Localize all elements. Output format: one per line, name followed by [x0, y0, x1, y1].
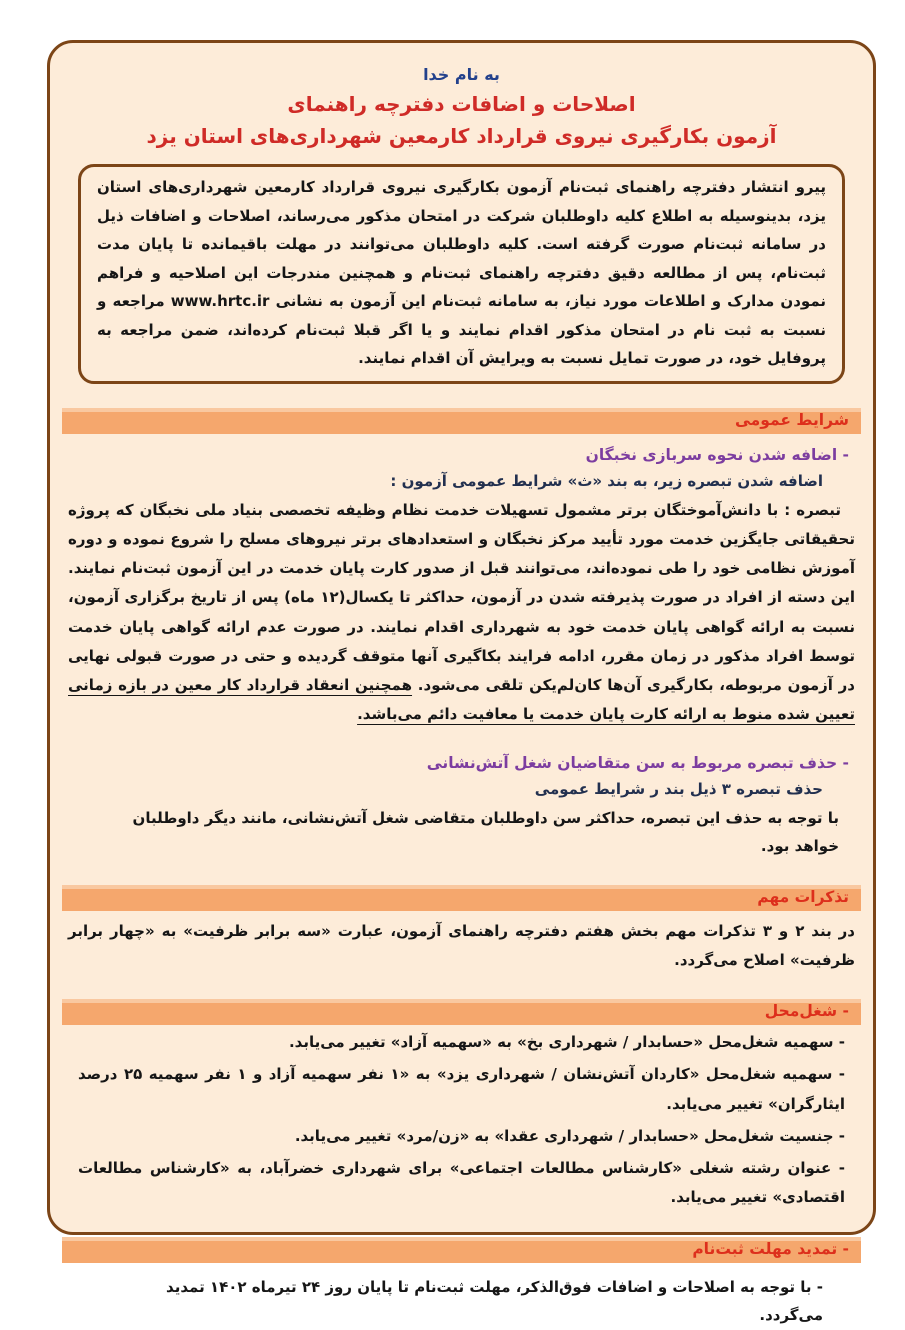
intro-notice-box	[78, 164, 845, 384]
clause-intro-elite: اضافه شدن تبصره زیر، به بند «ث» شرایط عمومی آزمون :	[390, 471, 823, 490]
job-location-item: - سهمیه شغل‌محل «کاردان آتش‌نشان / شهرداری یزد» به «۱ نفر سهمیه آزاد و ۱ نفر سهمیه ۲۵ درصد ایثارگران» تغییر می‌یابد.	[78, 1065, 845, 1113]
subheading-elite-military-service: - اضافه شدن نحوه سربازی نخبگان	[585, 445, 849, 464]
intro-paragraph	[97, 173, 826, 373]
elite-note-paragraph	[68, 496, 855, 730]
section-bar-important-notes	[62, 885, 861, 911]
job-location-item: - عنوان رشته شغلی «کارشناس مطالعات اجتماعی» برای شهرداری خضرآباد، به «کارشناس مطالعات اقتصادی» تغییر می‌یابد.	[78, 1159, 845, 1207]
registration-extension-note: - با توجه به اصلاحات و اضافات فوق‌الذکر، مهلت ثبت‌نام تا پایان روز ۲۴ تیرماه ۱۴۰۲ تمدید می‌گردد.	[166, 1277, 823, 1324]
page-title-line2: آزمون بکارگیری نیروی قرارداد کارمعین شهرداری‌های استان یزد	[146, 124, 777, 148]
section-bar-job-location-label: - شغل‌محل	[764, 1002, 849, 1020]
elite-note-main-text: تبصره : با دانش‌آموختگان برتر مشمول تسهیلات خدمت نظام وظیفه تخصصی بنیاد ملی نخبگان که پروژه تحقیقاتی جایگزین خدمت مورد تأیید مرکز نخبگان و استعدادهای برتر نیروهای مسلح را شروع نموده و دوره آموزش نظامی خود را طی نموده‌اند، می‌توانند قبل از صدور کارت پایان خدمت در این آزمون ثبت‌نام نمایند. این دسته از افراد در صورت پذیرفته شدن در آزمون، حداکثر تا یکسال(۱۲ ماه) پس از تاریخ برگزاری آزمون، نسبت به ارائه گواهی پایان خدمت خود به شهرداری اقدام نمایند. در صورت عدم ارائه گواهی پایان خدمت توسط افراد مذکور در زمان مقرر، ادامه فرایند بکاگیری آنها متوقف گردیده و حتی در صورت قبولی نهایی در آزمون مربوطه، بکارگیری آن‌ها کان‌لم‌یکن تلقی می‌شود.	[68, 500, 856, 694]
intro-text-after-url: مراجعه و نسبت به ثبت نام در امتحان مذکور اقدام نمایند و یا اگر قبلا ثبت‌نام کرده‌اند، ضمن مراجعه به پروفایل خود، در صورت تمایل نسبت به ویرایش آن اقدام نمایند.	[97, 292, 826, 367]
elite-note-underlined-text: همچنین انعقاد قرارداد کار معین در بازه زمانی تعیین شده منوط به ارائه کارت پایان خدمت یا معافیت دائم می‌باشد.	[68, 676, 855, 724]
clause-intro-firefighter: حذف تبصره ۳ ذیل بند ر شرایط عمومی	[534, 779, 823, 798]
section-bar-general-conditions	[62, 408, 861, 434]
section-bar-registration-extension-label: - تمدید مهلت ثبت‌نام	[692, 1239, 849, 1258]
section-bar-important-notes-label: تذکرات مهم	[757, 887, 849, 906]
announcement-card	[47, 40, 876, 1324]
bismillah: به نام خدا	[423, 65, 500, 84]
firefighter-age-note: با توجه به حذف این تبصره، حداکثر سن داوطلبان متقاضی شغل آتش‌نشانی، مانند دیگر داوطلبان خواهد بود.	[132, 808, 839, 855]
job-location-item: - جنسیت شغل‌محل «حسابدار / شهرداری عقدا» به «زن/مرد» تغییر می‌یابد.	[294, 1126, 845, 1145]
section-bar-job-location	[62, 999, 861, 1025]
intro-text-before-url: پیرو انتشار دفترچه راهنمای ثبت‌نام آزمون بکارگیری نیروی قرارداد کارمعین شهرداری‌های استان یزد، بدینوسیله به اطلاع کلیه داوطلبان شرکت در امتحان مذکور می‌رساند، اصلاحات و اضافات ذیل در سامانه ثبت‌نام صورت گرفته است. کلیه داوطلبان می‌توانند در مهلت باقیمانده تا پایان مدت ثبت‌نام، پس از مطالعه دقیق دفترچه راهنمای ثبت‌نام و همچنین مندرجات این اصلاحیه و فراهم نمودن مدارک و اطلاعات مورد نیاز، به سامانه ثبت‌نام این آزمون به نشانی	[97, 178, 827, 310]
section-bar-registration-extension	[62, 1237, 861, 1263]
page-title-line1: اصلاحات و اضافات دفترچه راهنمای	[287, 92, 636, 116]
important-notes-paragraph: در بند ۲ و ۳ تذکرات مهم بخش هفتم دفترچه راهنمای آزمون، عبارت «سه برابر ظرفیت» به «چهار برابر ظرفیت» اصلاح می‌گردد.	[68, 921, 855, 969]
registration-url[interactable]: www.hrtc.ir	[170, 292, 270, 310]
job-location-item: - سهمیه شغل‌محل «حسابدار / شهرداری بخ» به «سهمیه آزاد» تغییر می‌یابد.	[288, 1033, 845, 1051]
subheading-firefighter-age: - حذف تبصره مربوط به سن متقاضیان شغل آتش‌نشانی	[426, 753, 849, 772]
section-bar-general-conditions-label: شرایط عمومی	[735, 410, 849, 429]
